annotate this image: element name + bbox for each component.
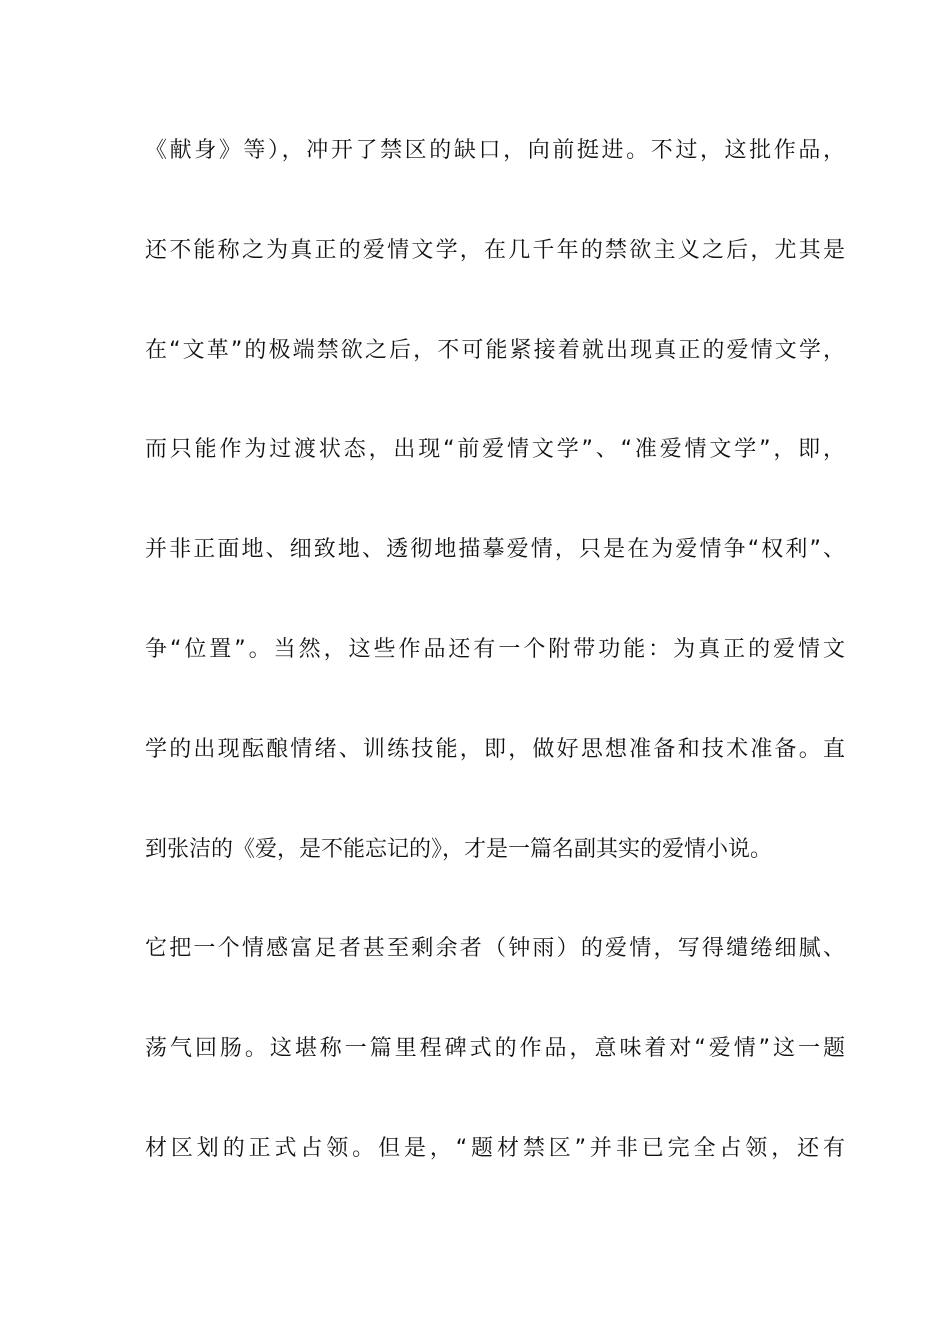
text-line-6: 争“位置”。当然，这些作品还有一个附带功能：为真正的爱情文 <box>145 636 845 662</box>
text-line-10: 荡气回肠。这堪称一篇里程碑式的作品，意味着对“爱情”这一题 <box>145 1036 845 1062</box>
text-line-4: 而只能作为过渡状态，出现“前爱情文学”、“准爱情文学”，即， <box>145 437 845 463</box>
text-line-5: 并非正面地、细致地、透彻地描摹爱情，只是在为爱情争“权利”、 <box>145 537 845 563</box>
text-line-1: 《献身》等），冲开了禁区的缺口，向前挺进。不过，这批作品， <box>145 138 845 163</box>
text-line-11: 材区划的正式占领。但是，“题材禁区”并非已完全占领，还有 <box>145 1135 846 1161</box>
text-line-8: 到张洁的《爱，是不能忘记的》，才是一篇名副其实的爱情小说。 <box>145 836 773 862</box>
text-line-7: 学的出现酝酿情绪、训练技能，即，做好思想准备和技术准备。直 <box>145 736 845 762</box>
text-line-2: 还不能称之为真正的爱情文学，在几千年的禁欲主义之后，尤其是 <box>145 237 845 263</box>
text-line-9: 它把一个情感富足者甚至剩余者（钟雨）的爱情，写得缱绻细腻、 <box>145 936 845 962</box>
text-line-3: 在“文革”的极端禁欲之后，不可能紧接着就出现真正的爱情文学， <box>145 337 845 363</box>
body-text <box>145 134 845 1232</box>
